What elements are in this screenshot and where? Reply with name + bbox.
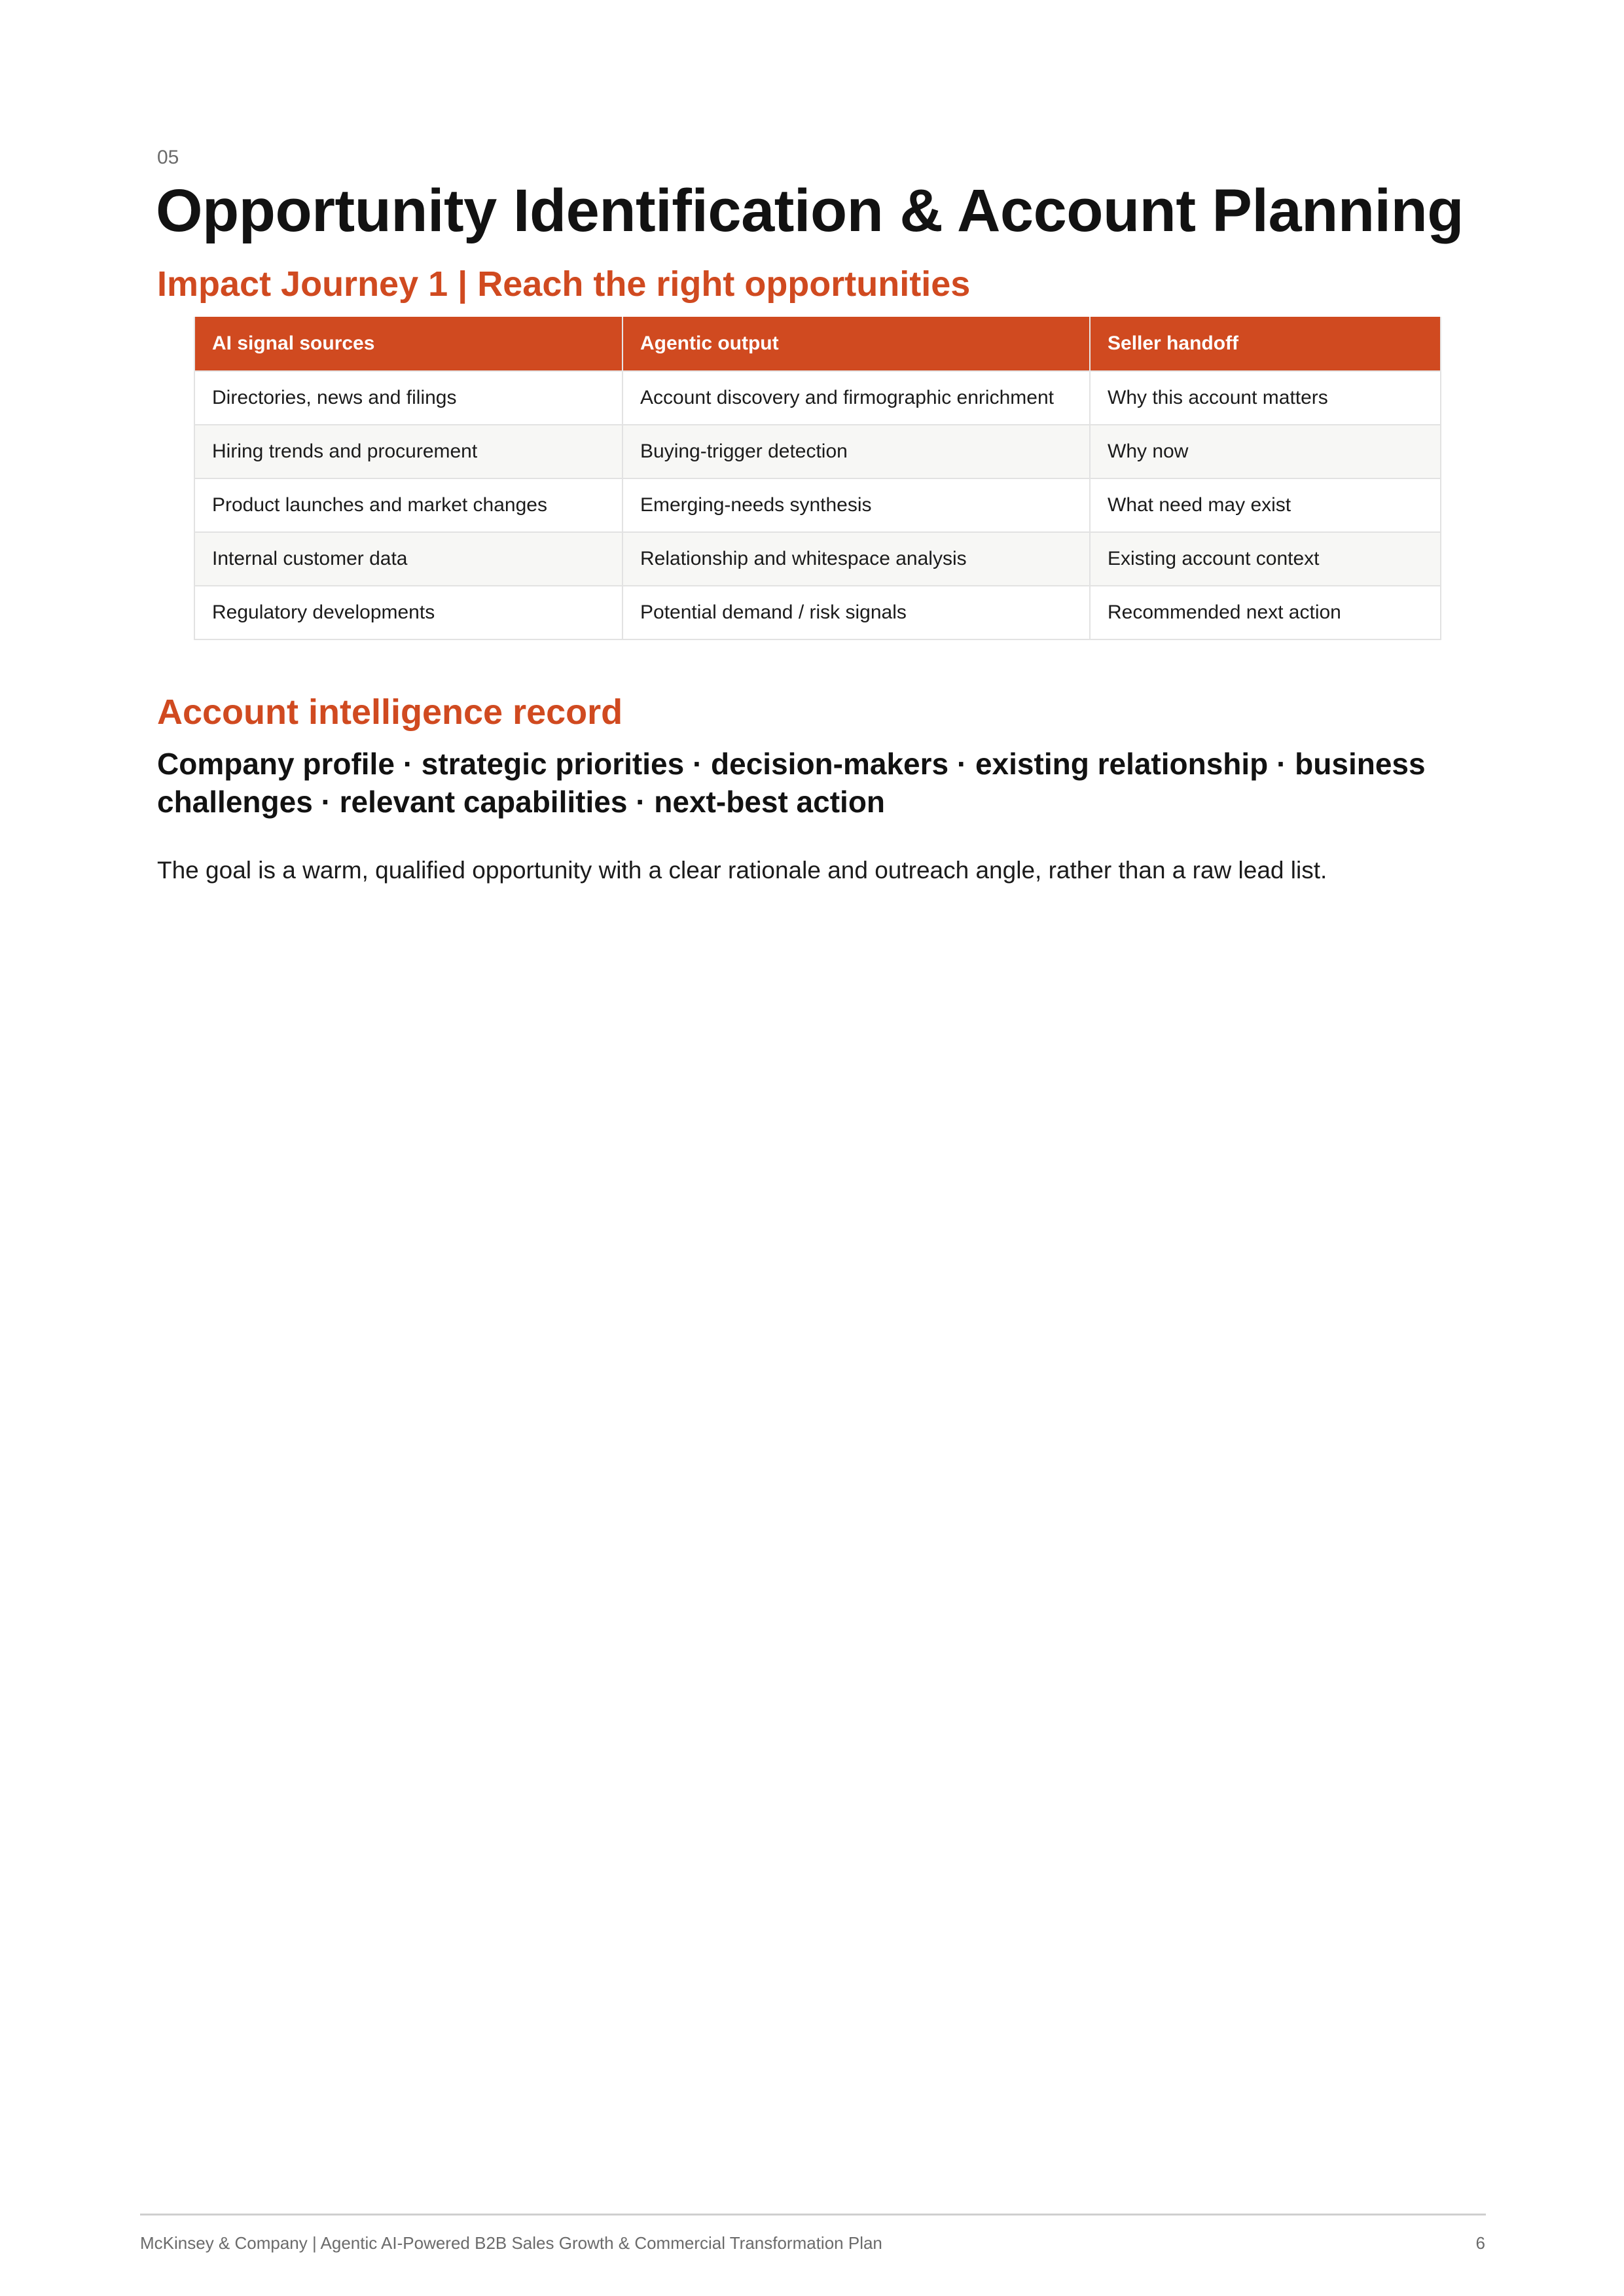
table-cell: Why this account matters bbox=[1090, 371, 1441, 425]
table-row bbox=[194, 425, 1441, 478]
table-cell: What need may exist bbox=[1090, 478, 1441, 532]
signals-table bbox=[194, 317, 1441, 640]
table-row bbox=[194, 532, 1441, 586]
table-header-row bbox=[194, 317, 1441, 371]
table-cell: Recommended next action bbox=[1090, 586, 1441, 639]
table-header-cell: AI signal sources bbox=[194, 317, 623, 371]
table-cell: Regulatory developments bbox=[194, 586, 623, 639]
table-cell: Buying-trigger detection bbox=[623, 425, 1090, 478]
table-cell: Relationship and whitespace analysis bbox=[623, 532, 1090, 586]
table-cell: Emerging-needs synthesis bbox=[623, 478, 1090, 532]
journey-heading: Impact Journey 1 | Reach the right opportunities bbox=[157, 264, 971, 304]
footer-text: McKinsey & Company | Agentic AI-Powered B2B Sales Growth & Commercial Transformation Plan bbox=[140, 2233, 882, 2253]
table-cell: Why now bbox=[1090, 425, 1441, 478]
page-number: 6 bbox=[1475, 2233, 1485, 2253]
table-header-cell: Seller handoff bbox=[1090, 317, 1441, 371]
table-row bbox=[194, 586, 1441, 639]
table-row bbox=[194, 371, 1441, 425]
section-number: 05 bbox=[157, 147, 179, 168]
table-cell: Product launches and market changes bbox=[194, 478, 623, 532]
goal-text: The goal is a warm, qualified opportunity with a clear rationale and outreach angle, rather than a raw lead list. bbox=[157, 857, 1327, 884]
footer-divider bbox=[140, 2214, 1486, 2215]
table-header-cell: Agentic output bbox=[623, 317, 1090, 371]
table-cell: Directories, news and filings bbox=[194, 371, 623, 425]
table-cell: Internal customer data bbox=[194, 532, 623, 586]
record-fields: Company profile · strategic priorities · decision-makers · existing relationship · business challenges · relevant capabilities · next-best action bbox=[157, 747, 1426, 819]
table-row bbox=[194, 478, 1441, 532]
record-heading: Account intelligence record bbox=[157, 692, 623, 732]
table-cell: Account discovery and firmographic enrichment bbox=[623, 371, 1090, 425]
table-cell: Potential demand / risk signals bbox=[623, 586, 1090, 639]
page-title: Opportunity Identification & Account Planning bbox=[156, 177, 1464, 244]
table-cell: Existing account context bbox=[1090, 532, 1441, 586]
table-cell: Hiring trends and procurement bbox=[194, 425, 623, 478]
